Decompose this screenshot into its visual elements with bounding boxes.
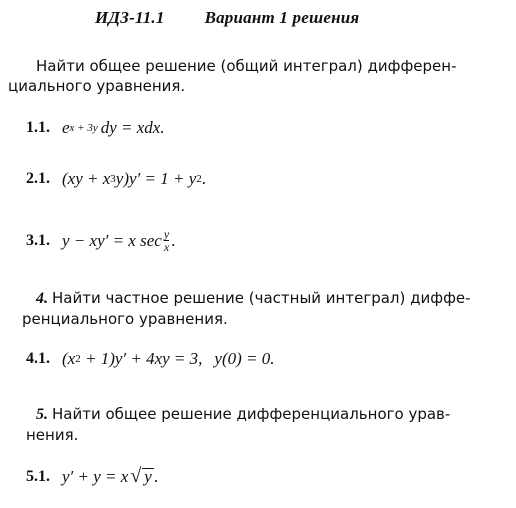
task-5-instruction xyxy=(26,404,451,445)
task-5-number: 5. xyxy=(36,406,48,423)
formula-radicand: y xyxy=(144,467,152,486)
task-4-line-2: ренциального уравнения. xyxy=(22,310,228,328)
problem-4-1 xyxy=(26,349,275,369)
formula-end: . xyxy=(171,230,176,250)
problem-3-1 xyxy=(26,228,175,253)
problem-label: 3.1. xyxy=(26,231,50,249)
task-1-line-1: Найти общее решение (общий интеграл) дифферен- xyxy=(36,57,457,75)
problem-label: 5.1. xyxy=(26,467,50,485)
task-4-number: 4. xyxy=(36,290,48,307)
problem-2-1 xyxy=(26,169,206,189)
task-5-line-2: нения. xyxy=(26,426,79,444)
document-title: ИДЗ-11.1 xyxy=(95,8,165,27)
problem-5-1 xyxy=(26,465,158,488)
formula-part-b: y)y′ = 1 + y xyxy=(115,169,197,188)
fraction-denominator: x xyxy=(163,240,170,254)
formula-part-a: (xy + x xyxy=(62,169,111,188)
task-4-line-1: Найти частное решение (частный интеграл) диффе- xyxy=(52,289,471,307)
formula-exponent: x + 3y xyxy=(69,122,98,134)
problem-label: 4.1. xyxy=(26,350,50,367)
document-header xyxy=(95,8,359,28)
formula-end: . xyxy=(153,466,159,486)
formula-end: . xyxy=(201,169,206,188)
task-5-line-1: Найти общее решение дифференциального урав- xyxy=(52,405,451,423)
problem-label: 1.1. xyxy=(26,119,50,136)
formula-lhs: y′ + y = x xyxy=(62,466,129,486)
problem-1-1 xyxy=(26,118,165,138)
task-1-instruction xyxy=(8,56,457,96)
initial-condition: y(0) = 0. xyxy=(214,349,275,368)
document-subtitle: Вариант 1 решения xyxy=(204,8,360,27)
radical-sign: √ xyxy=(130,465,142,487)
problem-label: 2.1. xyxy=(26,170,50,187)
formula-lhs: y − xy′ = x sec xyxy=(62,230,162,250)
formula-sup-2: 2 xyxy=(196,173,202,185)
formula-sup: 2 xyxy=(75,353,81,365)
formula-part-a: (x xyxy=(62,349,76,368)
formula-sup-1: 3 xyxy=(110,173,116,185)
fraction-numerator: y xyxy=(163,227,170,241)
formula-base: e xyxy=(62,118,70,137)
formula-part-b: + 1)y′ + 4xy = 3, xyxy=(80,349,203,368)
task-1-line-2: циального уравнения. xyxy=(8,77,186,95)
task-4-instruction xyxy=(22,288,471,329)
formula-rest: dy = xdx. xyxy=(100,118,165,137)
formula-fraction xyxy=(164,228,169,253)
